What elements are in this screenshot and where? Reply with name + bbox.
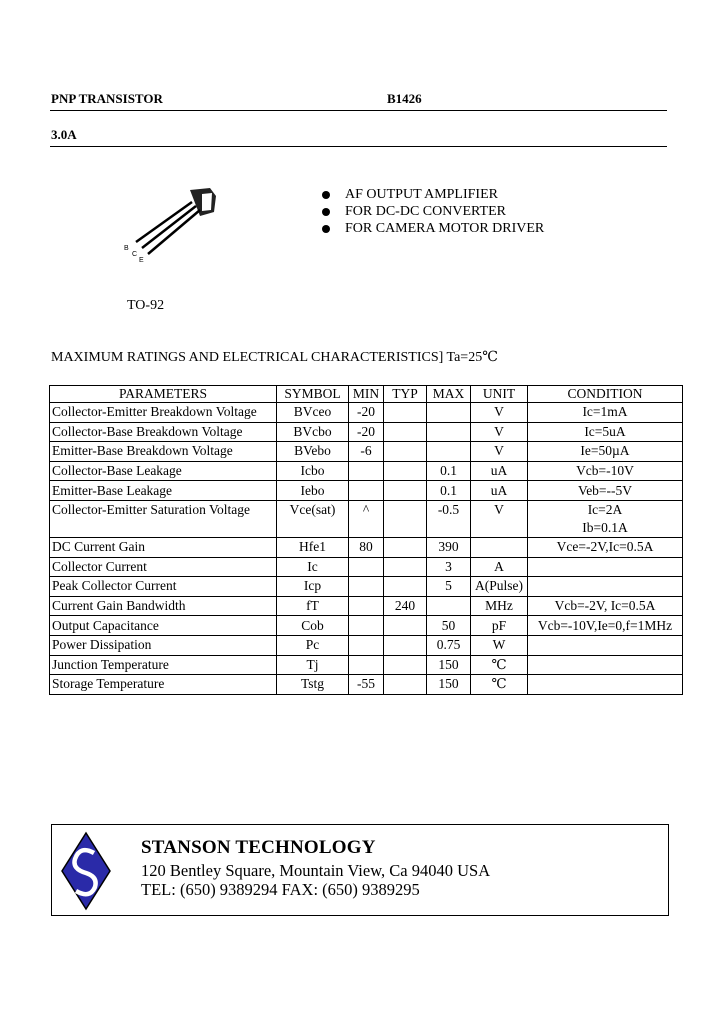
table-row: [50, 596, 683, 616]
unit-cell: uA: [471, 461, 528, 481]
unit-cell: W: [471, 635, 528, 655]
parameter-cell: Collector-Base Leakage: [50, 461, 277, 481]
max-cell: [427, 442, 471, 462]
table-row: [50, 500, 683, 537]
typ-cell: 240: [384, 596, 427, 616]
to92-package-image: [118, 180, 228, 270]
unit-cell: A(Pulse): [471, 577, 528, 597]
symbol-cell: fT: [277, 596, 349, 616]
max-cell: 0.1: [427, 481, 471, 501]
symbol-cell: BVcbo: [277, 422, 349, 442]
typ-cell: [384, 537, 427, 557]
pin-label-b: B: [124, 245, 129, 252]
bullet-icon: [322, 191, 330, 199]
min-cell: [349, 557, 384, 577]
typ-cell: [384, 461, 427, 481]
col-header-min: MIN: [349, 386, 384, 403]
symbol-cell: Hfe1: [277, 537, 349, 557]
symbol-cell: Icp: [277, 577, 349, 597]
condition-line: Ib=0.1A: [582, 519, 628, 535]
company-name: STANSON TECHNOLOGY: [141, 837, 376, 858]
max-cell: 0.1: [427, 461, 471, 481]
symbol-cell: Icbo: [277, 461, 349, 481]
col-header-max: MAX: [427, 386, 471, 403]
typ-cell: [384, 442, 427, 462]
symbol-cell: Tj: [277, 655, 349, 675]
company-footer: [51, 824, 669, 916]
min-cell: -20: [349, 422, 384, 442]
condition-cell: [528, 557, 683, 577]
condition-cell: Vcb=-10V,Ie=0,f=1MHz: [528, 616, 683, 636]
typ-cell: [384, 500, 427, 537]
parameter-cell: Storage Temperature: [50, 675, 277, 695]
symbol-cell: Vce(sat): [277, 500, 349, 537]
parameter-cell: Junction Temperature: [50, 655, 277, 675]
condition-cell: Vcb=-10V: [528, 461, 683, 481]
company-logo: [60, 831, 112, 911]
condition-cell: [528, 500, 683, 537]
parameter-cell: Collector-Emitter Saturation Voltage: [50, 500, 277, 537]
table-row: [50, 577, 683, 597]
package-name: TO-92: [127, 298, 165, 313]
table-row: [50, 675, 683, 695]
unit-cell: V: [471, 500, 528, 537]
feature-item: FOR DC-DC CONVERTER: [322, 203, 544, 220]
min-cell: [349, 655, 384, 675]
table-header-row: [50, 386, 683, 403]
typ-cell: [384, 403, 427, 423]
condition-cell: [528, 577, 683, 597]
col-header-parameters: PARAMETERS: [50, 386, 277, 403]
condition-cell: [528, 635, 683, 655]
condition-cell: Vcb=-2V, Ic=0.5A: [528, 596, 683, 616]
col-header-condition: CONDITION: [528, 386, 683, 403]
symbol-cell: Ic: [277, 557, 349, 577]
max-cell: 150: [427, 655, 471, 675]
parameter-cell: DC Current Gain: [50, 537, 277, 557]
max-cell: 3: [427, 557, 471, 577]
typ-cell: [384, 557, 427, 577]
subheader-divider: [50, 146, 667, 147]
min-cell: -55: [349, 675, 384, 695]
min-cell: [349, 635, 384, 655]
parameter-cell: Peak Collector Current: [50, 577, 277, 597]
max-cell: 0.75: [427, 635, 471, 655]
max-cell: 50: [427, 616, 471, 636]
typ-cell: [384, 577, 427, 597]
unit-cell: V: [471, 403, 528, 423]
company-contact: TEL: (650) 9389294 FAX: (650) 9389295: [141, 880, 420, 899]
typ-cell: [384, 481, 427, 501]
condition-cell: [528, 675, 683, 695]
max-cell: [427, 422, 471, 442]
typ-cell: [384, 422, 427, 442]
part-number: B1426: [387, 91, 422, 106]
col-header-typ: TYP: [384, 386, 427, 403]
header-divider: [50, 110, 667, 111]
condition-cell: Ic=5uA: [528, 422, 683, 442]
parameter-cell: Power Dissipation: [50, 635, 277, 655]
typ-cell: [384, 616, 427, 636]
unit-cell: [471, 537, 528, 557]
parameter-cell: Emitter-Base Breakdown Voltage: [50, 442, 277, 462]
typ-cell: [384, 635, 427, 655]
table-row: [50, 442, 683, 462]
parameter-cell: Collector-Base Breakdown Voltage: [50, 422, 277, 442]
parameter-cell: Output Capacitance: [50, 616, 277, 636]
unit-cell: ℃: [471, 655, 528, 675]
max-cell: 150: [427, 675, 471, 695]
typ-cell: [384, 675, 427, 695]
pin-label-e: E: [139, 257, 144, 264]
min-cell: -20: [349, 403, 384, 423]
min-cell: [349, 481, 384, 501]
max-cell: 5: [427, 577, 471, 597]
section-title: MAXIMUM RATINGS AND ELECTRICAL CHARACTERISTICS] Ta=25℃: [51, 350, 498, 365]
condition-cell: Veb=--5V: [528, 481, 683, 501]
min-cell: [349, 461, 384, 481]
min-cell: [349, 596, 384, 616]
table-row: [50, 655, 683, 675]
current-rating: 3.0A: [51, 127, 77, 142]
table-row: [50, 481, 683, 501]
pin-label-c: C: [132, 251, 138, 258]
bullet-icon: [322, 208, 330, 216]
condition-cell: Ie=50µA: [528, 442, 683, 462]
min-cell: 80: [349, 537, 384, 557]
symbol-cell: Cob: [277, 616, 349, 636]
product-type: PNP TRANSISTOR: [51, 91, 163, 106]
symbol-cell: BVceo: [277, 403, 349, 423]
symbol-cell: Pc: [277, 635, 349, 655]
max-cell: -0.5: [427, 500, 471, 537]
min-cell: [349, 577, 384, 597]
parameter-cell: Collector-Emitter Breakdown Voltage: [50, 403, 277, 423]
condition-line: Ic=2A: [587, 501, 623, 517]
table-row: [50, 635, 683, 655]
feature-list: [322, 186, 544, 237]
min-cell: -6: [349, 442, 384, 462]
symbol-cell: BVebo: [277, 442, 349, 462]
unit-cell: V: [471, 442, 528, 462]
unit-cell: pF: [471, 616, 528, 636]
min-cell: [349, 616, 384, 636]
feature-item: FOR CAMERA MOTOR DRIVER: [322, 220, 544, 237]
symbol-cell: Iebo: [277, 481, 349, 501]
max-cell: 390: [427, 537, 471, 557]
max-cell: [427, 596, 471, 616]
condition-cell: Ic=1mA: [528, 403, 683, 423]
spec-table: [49, 385, 683, 695]
table-row: [50, 557, 683, 577]
col-header-symbol: SYMBOL: [277, 386, 349, 403]
table-row: [50, 461, 683, 481]
table-row: [50, 537, 683, 557]
unit-cell: uA: [471, 481, 528, 501]
condition-cell: Vce=-2V,Ic=0.5A: [528, 537, 683, 557]
table-row: [50, 616, 683, 636]
bullet-icon: [322, 225, 330, 233]
table-row: [50, 422, 683, 442]
min-cell: ^: [349, 500, 384, 537]
unit-cell: ℃: [471, 675, 528, 695]
unit-cell: V: [471, 422, 528, 442]
table-row: [50, 403, 683, 423]
typ-cell: [384, 655, 427, 675]
unit-cell: MHz: [471, 596, 528, 616]
unit-cell: A: [471, 557, 528, 577]
max-cell: [427, 403, 471, 423]
condition-cell: [528, 655, 683, 675]
parameter-cell: Current Gain Bandwidth: [50, 596, 277, 616]
parameter-cell: Collector Current: [50, 557, 277, 577]
col-header-unit: UNIT: [471, 386, 528, 403]
symbol-cell: Tstg: [277, 675, 349, 695]
company-address: 120 Bentley Square, Mountain View, Ca 94040 USA: [141, 861, 491, 880]
parameter-cell: Emitter-Base Leakage: [50, 481, 277, 501]
feature-item: AF OUTPUT AMPLIFIER: [322, 186, 544, 203]
